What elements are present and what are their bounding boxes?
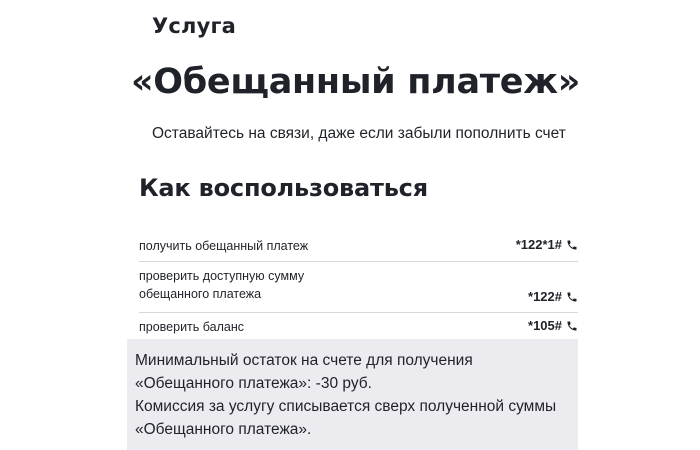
commission-note: Комиссия за услугу списывается сверх полученной суммы «Обещанного платежа». (135, 398, 557, 438)
ussd-row-label: получить обещанный платеж (139, 239, 309, 253)
ussd-call-link[interactable] (528, 318, 578, 333)
ussd-row-label: проверить баланс (139, 320, 244, 334)
min-balance-note: Минимальный остаток на счете для получения «Обещанного платежа»: -30 руб. (135, 352, 473, 392)
phone-icon (566, 320, 578, 332)
phone-icon (566, 239, 578, 251)
how-to-use-heading-highlight (139, 174, 428, 202)
ussd-row (139, 313, 578, 342)
ussd-call-link[interactable] (516, 237, 578, 252)
ussd-row (139, 262, 578, 313)
ussd-code: *122# (528, 289, 562, 304)
phone-icon (566, 291, 578, 303)
how-to-use-heading-text: Как воспользоваться (139, 174, 428, 202)
ussd-code: *105# (528, 318, 562, 333)
ussd-code: *122*1# (515, 237, 562, 252)
how-to-use-heading (139, 174, 428, 202)
service-eyebrow: Услуга (152, 14, 237, 38)
ussd-row (139, 231, 578, 262)
ussd-call-link[interactable] (528, 289, 578, 304)
page-subtitle: Оставайтесь на связи, даже если забыли пополнить счет (152, 125, 566, 142)
conditions-info-box (127, 339, 578, 450)
page-title: «Обещанный платеж» (131, 62, 581, 102)
ussd-command-list (139, 231, 578, 342)
ussd-row-label: проверить доступную сумму обещанного платежа (139, 269, 305, 301)
